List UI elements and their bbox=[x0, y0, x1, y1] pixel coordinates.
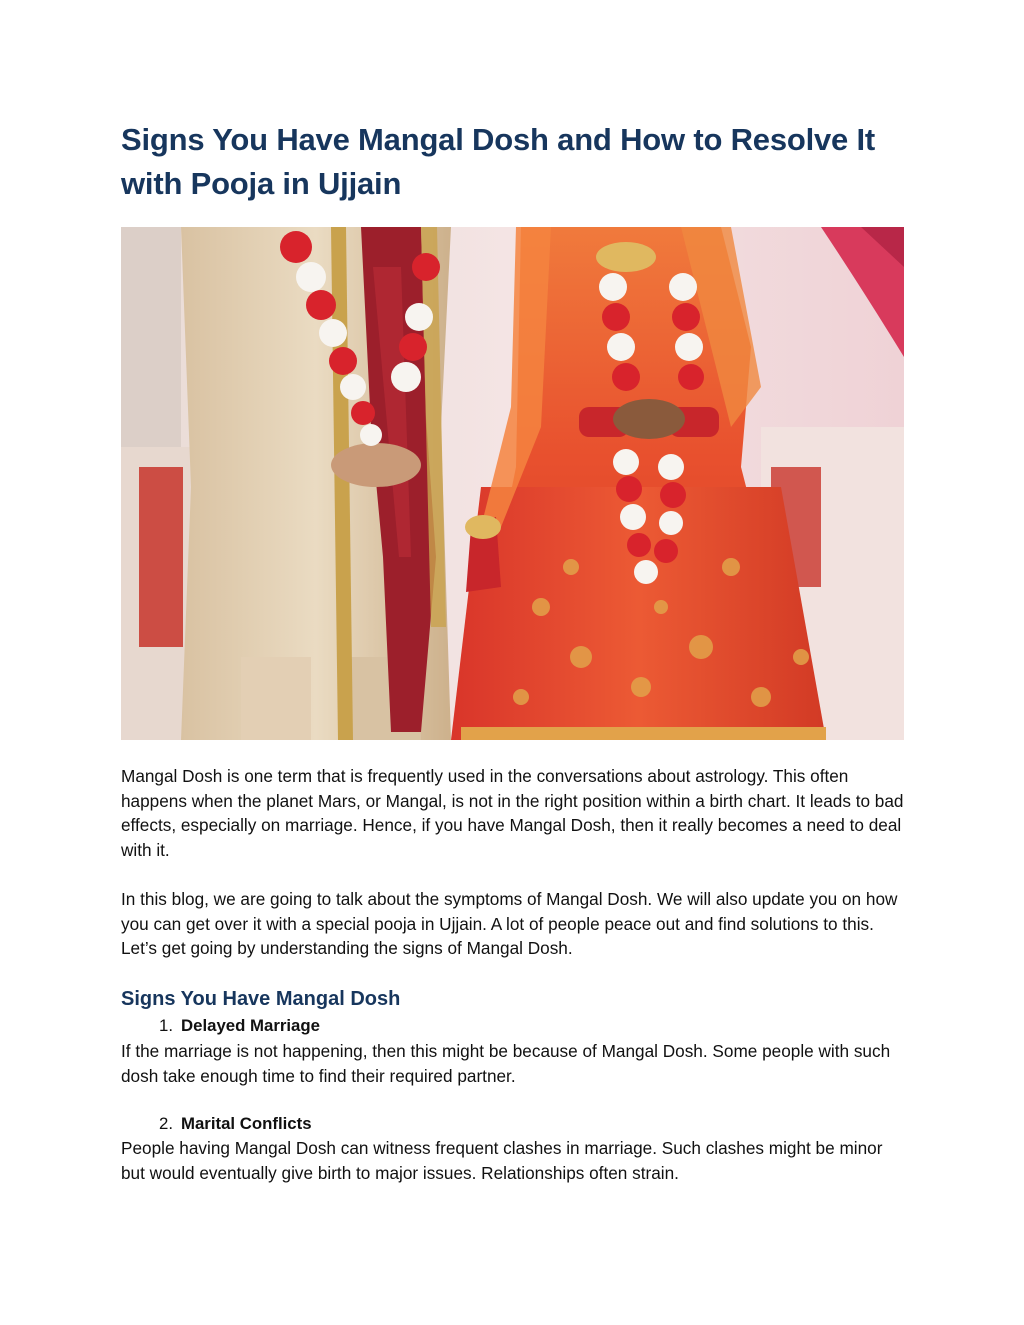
list-item-text: If the marriage is not happening, then this might be because of Mangal Dosh. Some people with such dosh take enough time to find their required partner. bbox=[121, 1041, 891, 1086]
list-item bbox=[159, 1112, 312, 1136]
wedding-couple-photo bbox=[121, 227, 904, 740]
blog-overview-paragraph: In this blog, we are going to talk about the symptoms of Mangal Dosh. We will also update you on how you can get over it with a special pooja in Ujjain. A lot of people peace out and find solutions to this. Let’s get going by understanding the signs of Mangal Dosh. bbox=[121, 889, 898, 959]
list-item-text: People having Mangal Dosh can witness frequent clashes in marriage. Such clashes might be minor but would eventually give birth to major issues. Relationships often strain. bbox=[121, 1138, 883, 1183]
section-heading: Signs You Have Mangal Dosh bbox=[121, 988, 401, 1010]
page-title: Signs You Have Mangal Dosh and How to Resolve It with Pooja in Ujjain bbox=[121, 122, 876, 201]
list-number: 2. bbox=[159, 1114, 173, 1133]
list-number: 1. bbox=[159, 1016, 173, 1035]
list-item bbox=[159, 1014, 320, 1038]
list-label: Delayed Marriage bbox=[181, 1016, 320, 1035]
intro-paragraph: Mangal Dosh is one term that is frequently used in the conversations about astrology. This often happens when the planet Mars, or Mangal, is not in the right position within a birth chart. It leads to bad effects, especially on marriage. Hence, if you have Mangal Dosh, then it really becomes a need to deal with it. bbox=[121, 766, 904, 860]
list-label: Marital Conflicts bbox=[181, 1114, 312, 1133]
